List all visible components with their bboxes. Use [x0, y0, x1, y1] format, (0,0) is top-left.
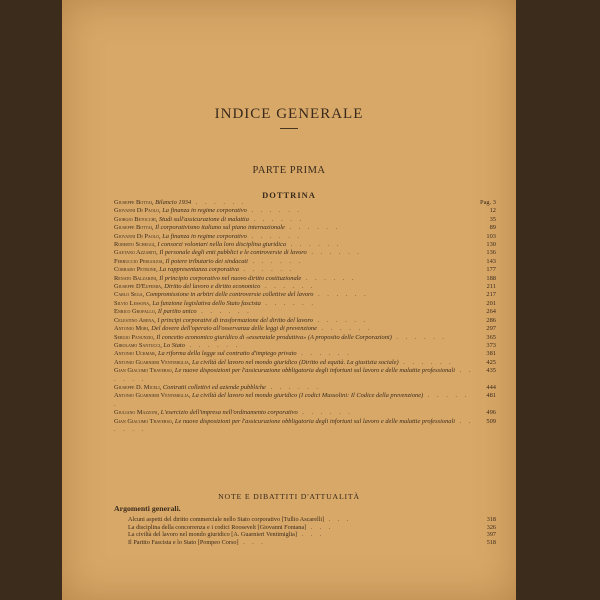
toc-entry: [114, 317, 496, 325]
toc-entry: [114, 308, 496, 316]
toc-entry: [114, 249, 496, 257]
toc-page-number: 188: [486, 274, 496, 282]
toc-work: Le nuove disposizioni per l'assicurazione obbligatoria degli infortuni sul lavoro e delle malattie professionali: [173, 417, 456, 425]
toc-author: Roberto Scheggi,: [114, 241, 156, 249]
toc-page-number: 496: [486, 409, 496, 417]
toc-page-number: 35: [489, 215, 496, 223]
toc-work: Del dovere dell'operaio all'osservanza delle leggi di prevenzione: [149, 325, 317, 333]
toc-entry: [114, 266, 496, 274]
notes-text: La disciplina della concorrenza e i codici Roosevelt [Giovanni Fontana]: [128, 523, 307, 531]
toc-entry: [114, 392, 496, 409]
notes-heading: NOTE E DIBATTITI D'ATTUALITÀ: [218, 492, 360, 501]
toc-entry: [114, 207, 496, 215]
toc-author: Giovanni Di Paolo,: [114, 232, 161, 240]
toc-entry: [114, 409, 496, 417]
toc-leader: . . . . . .: [301, 274, 357, 282]
toc-leader: . . . . . .: [260, 299, 316, 307]
toc-author: Giovanni Di Paolo,: [114, 207, 161, 215]
toc-author: Antonio Guarnieri Ventimiglia,: [114, 392, 191, 400]
notes-text: Il Partito Fascista e lo Stato [Pompeo Corso]: [128, 538, 239, 546]
toc-leader: . . . . . .: [284, 224, 341, 232]
notes-entry: [128, 539, 496, 547]
toc-page-number: 481: [486, 392, 496, 400]
toc-leader: . . . . . .: [260, 283, 316, 291]
toc-entry: [114, 224, 496, 232]
toc-work: La rappresentanza corporativa: [157, 266, 239, 274]
toc-entry: [114, 384, 496, 392]
toc-work: La civiltà del lavoro nel mondo giuridico (I codici Mussolini: Il Codice della prevenzione): [190, 392, 424, 400]
toc-author: Gian Giacomo Traverso,: [114, 417, 174, 425]
toc-leader: . . . . . .: [265, 383, 322, 391]
toc-page-number: 381: [486, 350, 496, 358]
toc-work: Contratti collettivi ed aziende pubbliche: [161, 383, 266, 391]
notes-text: La civiltà del lavoro nel mondo giuridico [A. Guarnieri Ventimiglia]: [128, 531, 297, 539]
toc-work: Studi sull'assicurazione di malattia: [157, 215, 249, 223]
toc-author: Girolamo Santucci,: [114, 341, 162, 349]
toc-work: Le nuove disposizioni per l'assicurazione obbligatoria degli infortuni sul lavoro e delle malattie professionali: [173, 367, 456, 375]
toc-work: Diritto del lavoro e diritto economico: [162, 283, 261, 291]
toc-author: Silvio Lessona,: [114, 299, 151, 307]
toc-page-number: 444: [486, 383, 496, 391]
toc-page-number: 435: [486, 367, 496, 375]
toc-work: Lo Stato: [161, 341, 185, 349]
toc-author: Gaetano Azzariti,: [114, 249, 158, 257]
toc-work: I consorzi volontari nella loro disciplina giuridica: [155, 241, 287, 249]
toc-author: Antonio Guarnieri Ventimiglia,: [114, 358, 191, 366]
notes-leader: . . .: [306, 523, 334, 531]
toc-work: Il partito unico: [156, 308, 197, 316]
document-page: [62, 0, 516, 600]
toc-entry: [114, 258, 496, 266]
notes-leader: . . .: [296, 531, 325, 539]
notes-leader: . . .: [238, 538, 266, 546]
toc-work: Il principio corporativo nel nuovo diritto costituzionale: [157, 274, 302, 282]
notes-page-number: 397: [486, 531, 496, 539]
toc-page-number: 177: [486, 266, 496, 274]
toc-entry: [114, 216, 496, 224]
toc-author: Gian Giacomo Traverso,: [114, 367, 174, 375]
toc-page-number: 509: [486, 417, 496, 425]
notes-page-number: 326: [486, 523, 496, 531]
toc-page-number: 143: [486, 257, 496, 265]
toc-page-number: 286: [486, 316, 496, 324]
toc-entry: [114, 418, 496, 435]
toc-author: Ferruccio Pergolesi,: [114, 257, 164, 265]
toc-leader: . . . . . .: [246, 232, 303, 240]
toc-entry: [114, 233, 496, 241]
toc-leader: . . . . . .: [246, 207, 303, 215]
notes-list: [128, 516, 496, 546]
toc-leader: . . . . . .: [196, 308, 252, 316]
toc-work: Compromissione in arbitri delle controversie collettive del lavoro: [144, 291, 314, 299]
toc-leader: . . . . . .: [391, 333, 447, 341]
toc-author: Giuliano Mazzoni,: [114, 409, 160, 417]
toc-leader: . . . . . .: [313, 291, 369, 299]
notes-entry: [128, 524, 496, 532]
section-heading: DOTTRINA: [262, 190, 316, 200]
toc-work: Bilancio 1934: [153, 199, 192, 206]
toc-page-number: 89: [489, 224, 496, 232]
toc-work: La civiltà del lavoro nel mondo giuridico (Diritto ed equità. La giustizia sociale): [190, 358, 399, 366]
toc-author: Giorgio Betocchi,: [114, 215, 158, 223]
toc-entry: [114, 241, 496, 249]
toc-page-number: 365: [486, 333, 496, 341]
toc-leader: . . . . . .: [286, 241, 342, 249]
toc-leader: . . . . . .: [247, 257, 304, 265]
toc-author: Celestino Arena,: [114, 316, 156, 324]
toc-leader: . . . . . .: [114, 367, 474, 383]
toc-entry: [114, 325, 496, 333]
toc-page-number: 103: [486, 232, 496, 240]
toc-entry: [114, 342, 496, 350]
toc-author: Antonio Mori,: [114, 325, 150, 333]
part-heading: PARTE PRIMA: [252, 165, 326, 176]
toc-page-number: 425: [486, 358, 496, 366]
toc-work: La finanza in regime corporativo: [160, 232, 247, 240]
subsection-heading: Argomenti generali.: [114, 504, 181, 513]
toc-page-number: Pag. 3: [480, 199, 496, 206]
toc-leader: . . . . . .: [312, 316, 369, 324]
toc-author: Giuseppe Bottai,: [114, 224, 154, 232]
notes-entry: [128, 516, 496, 524]
toc-page-number: 264: [486, 308, 496, 316]
toc-leader: . . . . . .: [114, 392, 470, 408]
toc-leader: . . . . . .: [114, 417, 474, 433]
notes-entry: [128, 531, 496, 539]
toc-author: Giuseppe Bottai,: [114, 199, 154, 206]
toc-work: La finanza in regime corporativo: [160, 207, 247, 215]
toc-entry: [114, 334, 496, 342]
toc-author: Giuseppe D. Miceli,: [114, 383, 162, 391]
toc-author: Enrico Grofallo,: [114, 308, 157, 316]
notes-page-number: 518: [486, 538, 496, 546]
toc-entry: [114, 275, 496, 283]
toc-work: Il concetto economico giuridico di «essenziale produttiva» (A proposito delle Corporazioni): [154, 333, 392, 341]
toc-leader: . . . . . .: [248, 215, 305, 223]
notes-page-number: 318: [486, 516, 496, 523]
toc-entry: [114, 350, 496, 358]
toc-author: Sergio Panunzio,: [114, 333, 155, 341]
toc-entry: [114, 300, 496, 308]
toc-leader: . . . . . .: [191, 199, 247, 206]
toc-author: Antonio Uckmar,: [114, 350, 157, 358]
toc-leader: . . . . . .: [297, 409, 353, 417]
toc-page-number: 217: [486, 291, 496, 299]
toc-entry: [114, 199, 496, 207]
toc-work: La riforma della legge sul contratto d'impiego privato: [156, 350, 297, 358]
notes-leader: . . .: [324, 516, 352, 523]
toc-entry: [114, 283, 496, 291]
toc-work: Il potere tributario dei sindacati: [163, 257, 248, 265]
toc-work: Il corporativismo italiano sul piano internazionale: [153, 224, 285, 232]
toc-page-number: 136: [486, 249, 496, 257]
toc-work: Il personale degli enti pubblici e le controversie di lavoro: [157, 249, 307, 257]
toc-page-number: 201: [486, 299, 496, 307]
toc-leader: . . . . . .: [184, 341, 241, 349]
toc-page-number: 12: [489, 207, 496, 215]
toc-work: L'esercizio dell'impresa nell'ordinamento corporativo: [159, 409, 298, 417]
toc-entry: [114, 359, 496, 367]
toc-page-number: 373: [486, 341, 496, 349]
toc-page-number: 130: [486, 241, 496, 249]
title-rule: [280, 128, 298, 129]
toc-leader: . . . . . .: [296, 350, 352, 358]
toc-author: Corrado Petrone,: [114, 266, 158, 274]
toc-leader: . . . . . .: [306, 249, 362, 257]
notes-text: Alcuni aspetti del diritto commerciale nello Stato corporativo [Tullio Ascarelli]: [128, 516, 325, 523]
toc-entry: [114, 367, 496, 384]
toc-author: Giuseppe D'Eufemia,: [114, 283, 163, 291]
page-title: INDICE GENERALE: [214, 106, 364, 122]
toc-leader: . . . . . .: [316, 325, 373, 333]
toc-author: Carlo Sega,: [114, 291, 145, 299]
toc-entry: [114, 291, 496, 299]
toc-work: I principi corporativi di trasformazione del diritto del lavoro: [155, 316, 313, 324]
toc-leader: . . . . . .: [238, 266, 295, 274]
toc-page-number: 297: [486, 325, 496, 333]
toc-author: Renato Balzarini,: [114, 274, 158, 282]
toc-page-number: 211: [486, 283, 496, 291]
toc-list: [114, 199, 496, 434]
toc-leader: . . . . . .: [398, 358, 454, 366]
toc-work: La funzione legislativa dello Stato fascista: [150, 299, 261, 307]
